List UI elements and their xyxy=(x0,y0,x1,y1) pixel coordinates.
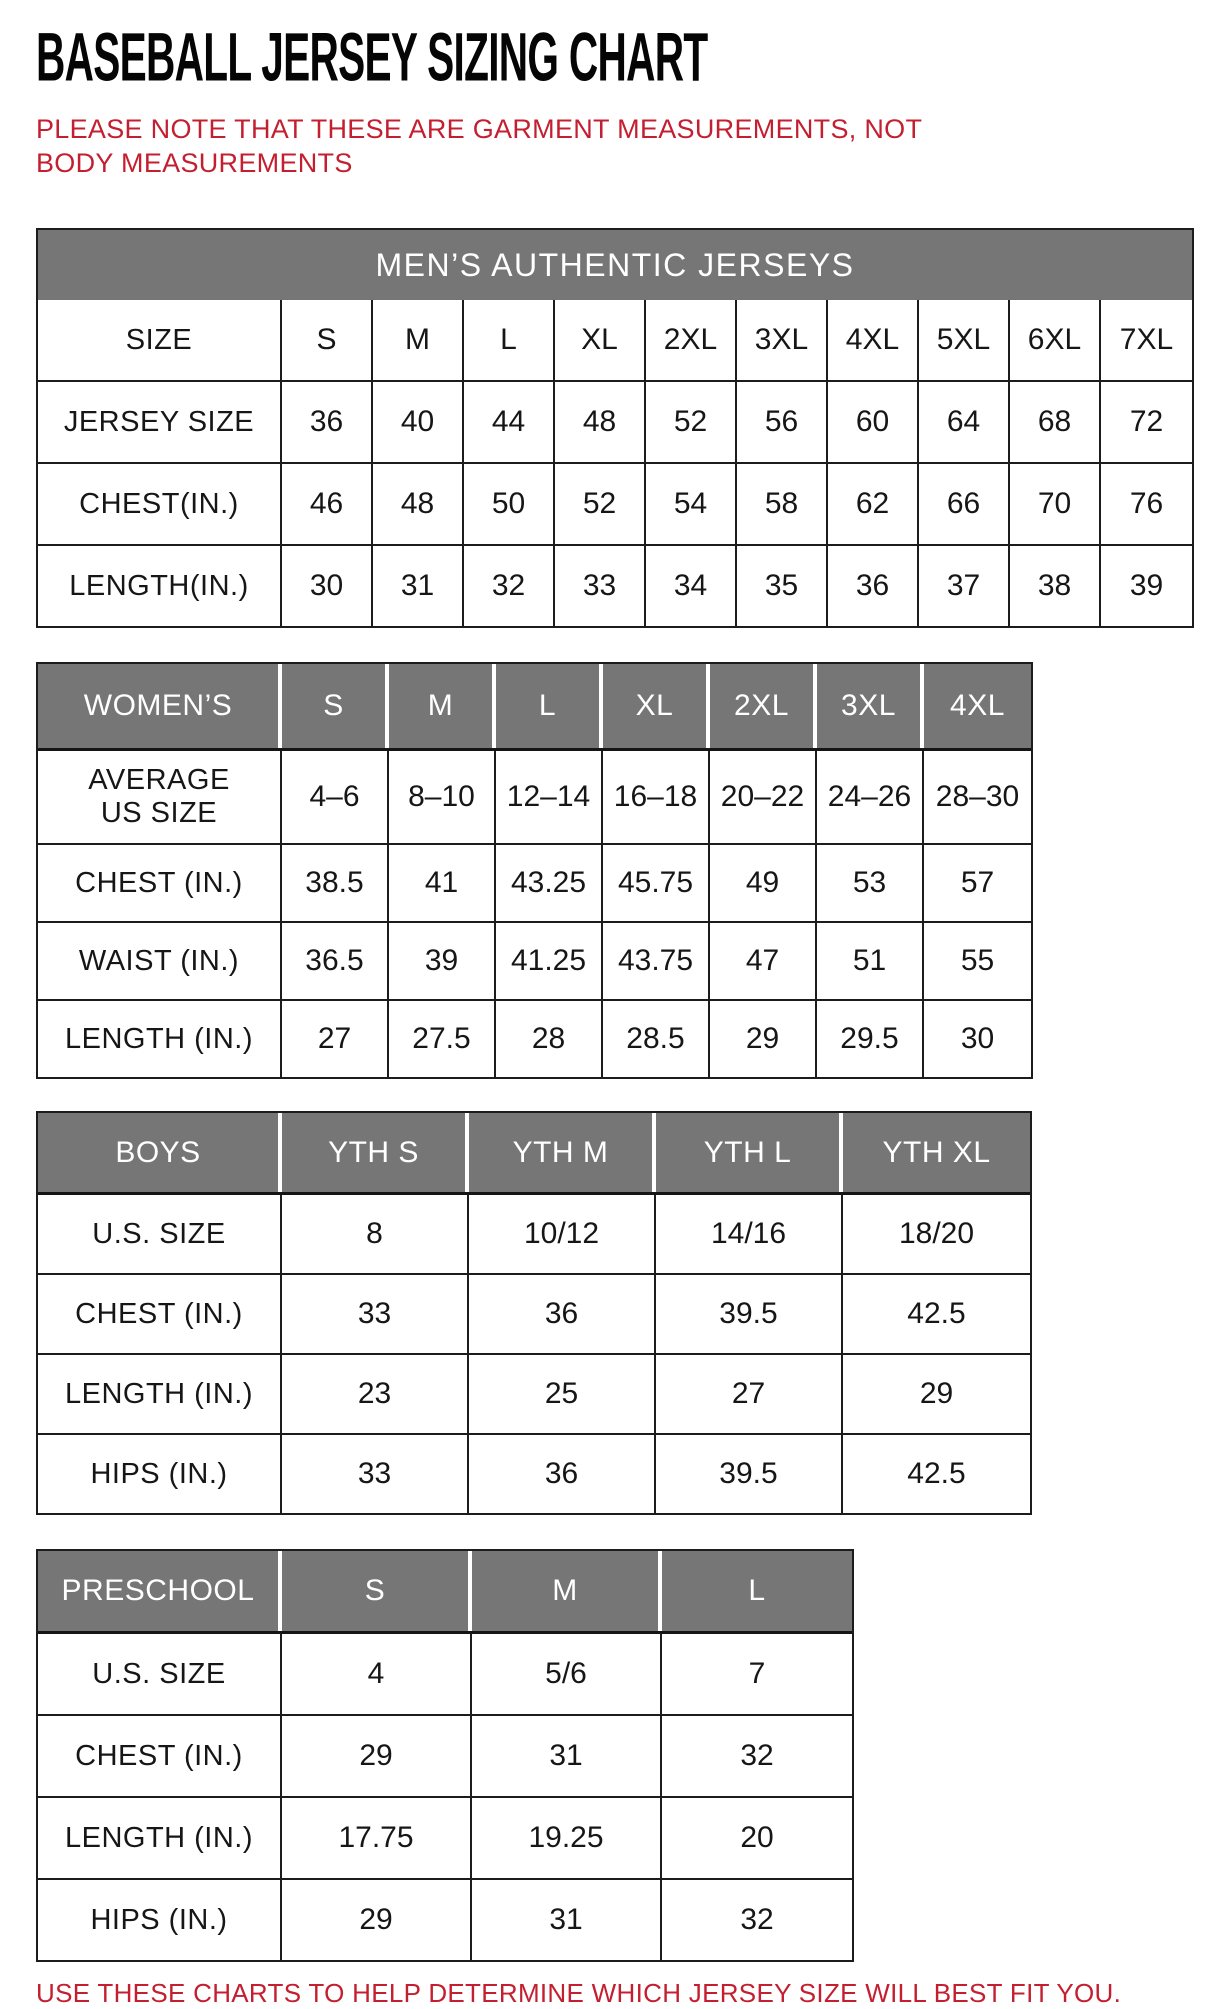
cell-text: 49 xyxy=(745,866,780,899)
value-cell xyxy=(472,1716,662,1796)
value-cell xyxy=(389,1001,496,1077)
cell-text: 41.25 xyxy=(510,944,587,977)
value-cell xyxy=(472,1634,662,1714)
value-cell xyxy=(817,1001,924,1077)
table-row xyxy=(38,1353,1030,1433)
value-cell xyxy=(389,845,496,921)
cell-text: 7XL xyxy=(1119,323,1174,356)
cell-text: 30 xyxy=(960,1022,995,1055)
value-cell xyxy=(656,1435,843,1513)
table-row xyxy=(38,462,1192,544)
value-cell xyxy=(389,923,496,999)
banner-text: MEN’S AUTHENTIC JERSEYS xyxy=(375,246,855,283)
cell-text: 4 xyxy=(367,1657,385,1690)
cell-text: U.S. SIZE xyxy=(92,1217,226,1250)
cell-text: 47 xyxy=(745,944,780,977)
cell-text: 29 xyxy=(919,1377,954,1410)
row-label-cell xyxy=(38,382,282,462)
cell-text: 54 xyxy=(673,487,708,520)
value-cell xyxy=(603,923,710,999)
cell-text: 51 xyxy=(852,944,887,977)
value-cell xyxy=(282,1435,469,1513)
cell-text: 36 xyxy=(309,405,344,438)
table-row xyxy=(38,1273,1030,1353)
cell-text: 37 xyxy=(946,569,981,602)
value-cell xyxy=(1101,546,1192,626)
cell-text: 33 xyxy=(357,1457,392,1490)
value-cell xyxy=(1010,382,1101,462)
header-cell xyxy=(282,664,389,748)
header-cell xyxy=(662,1551,852,1631)
header-cell xyxy=(924,664,1031,748)
cell-text: 20 xyxy=(740,1821,774,1854)
cell-text: 20–22 xyxy=(720,780,805,813)
page-title: BASEBALL JERSEY SIZING CHART xyxy=(36,19,708,96)
cell-text: LENGTH (IN.) xyxy=(64,1377,254,1410)
cell-text: 30 xyxy=(309,569,344,602)
row-label-cell xyxy=(38,464,282,544)
value-cell xyxy=(282,1275,469,1353)
value-cell xyxy=(603,751,710,843)
value-cell xyxy=(496,1001,603,1077)
value-cell xyxy=(282,1001,389,1077)
cell-text: 12–14 xyxy=(506,780,591,813)
header-label-cell xyxy=(38,664,282,748)
value-cell xyxy=(496,845,603,921)
cell-text: 4–6 xyxy=(309,780,360,813)
table-row xyxy=(38,300,1192,380)
value-cell xyxy=(1101,464,1192,544)
value-cell xyxy=(282,751,389,843)
value-cell xyxy=(373,546,464,626)
row-label-cell xyxy=(38,546,282,626)
value-cell xyxy=(646,464,737,544)
cell-text: 56 xyxy=(764,405,799,438)
cell-text: 39.5 xyxy=(719,1297,778,1330)
preschool-header-row xyxy=(38,1551,852,1634)
cell-text: XL xyxy=(581,323,618,356)
row-label-cell xyxy=(38,1435,282,1513)
cell-text: 36 xyxy=(544,1297,579,1330)
value-cell xyxy=(389,751,496,843)
cell-text: 58 xyxy=(764,487,799,520)
cell-text: 76 xyxy=(1129,487,1164,520)
cell-text: 43.75 xyxy=(617,944,694,977)
value-cell xyxy=(710,923,817,999)
value-cell xyxy=(662,1880,852,1960)
row-label-cell xyxy=(38,845,282,921)
header-label-cell xyxy=(38,1113,282,1192)
value-cell xyxy=(282,1880,472,1960)
row-label-cell xyxy=(38,300,282,380)
value-cell xyxy=(282,1195,469,1273)
value-cell xyxy=(469,1195,656,1273)
value-cell xyxy=(843,1195,1030,1273)
note-text: PLEASE NOTE THAT THESE ARE GARMENT MEASUREMENTS, NOT BODY MEASUREMENTS xyxy=(36,114,922,178)
value-cell xyxy=(282,845,389,921)
value-cell xyxy=(843,1435,1030,1513)
value-cell xyxy=(817,845,924,921)
cell-text: M xyxy=(427,689,454,722)
cell-text: 32 xyxy=(491,569,526,602)
cell-text: CHEST(IN.) xyxy=(79,487,239,520)
value-cell xyxy=(843,1275,1030,1353)
cell-text: 8–10 xyxy=(408,780,475,813)
value-cell xyxy=(373,382,464,462)
header-cell xyxy=(710,664,817,748)
cell-text: 44 xyxy=(491,405,526,438)
value-cell xyxy=(282,300,373,380)
value-cell xyxy=(924,845,1031,921)
table-row xyxy=(38,921,1031,999)
cell-text: 41 xyxy=(424,866,459,899)
header-label-cell xyxy=(38,1551,282,1631)
value-cell xyxy=(662,1634,852,1714)
table-row xyxy=(38,999,1031,1077)
header-cell xyxy=(843,1113,1030,1192)
value-cell xyxy=(828,546,919,626)
mens-table xyxy=(36,228,1194,628)
value-cell xyxy=(282,1355,469,1433)
value-cell xyxy=(282,1634,472,1714)
table-row xyxy=(38,1714,852,1796)
table-row xyxy=(38,1433,1030,1513)
header-cell xyxy=(496,664,603,748)
value-cell xyxy=(1010,300,1101,380)
cell-text: 16–18 xyxy=(613,780,698,813)
cell-text: 64 xyxy=(946,405,981,438)
value-cell xyxy=(737,464,828,544)
womens-header-row xyxy=(38,664,1031,751)
value-cell xyxy=(373,464,464,544)
cell-text: 48 xyxy=(400,487,435,520)
cell-text: LENGTH (IN.) xyxy=(64,1821,254,1854)
value-cell xyxy=(464,464,555,544)
value-cell xyxy=(603,1001,710,1077)
row-label-cell xyxy=(38,1634,282,1714)
header-cell xyxy=(472,1551,662,1631)
footer-text: USE THESE CHARTS TO HELP DETERMINE WHICH JERSEY SIZE WILL BEST FIT YOU. xyxy=(36,1978,1122,2008)
value-cell xyxy=(828,300,919,380)
cell-text: 48 xyxy=(582,405,617,438)
table-row xyxy=(38,1796,852,1878)
cell-text: LENGTH (IN.) xyxy=(64,1022,254,1055)
cell-text: 4XL xyxy=(845,323,900,356)
value-cell xyxy=(646,300,737,380)
cell-text: 32 xyxy=(740,1739,774,1772)
cell-text: PRESCHOOL xyxy=(61,1574,255,1607)
cell-text: 52 xyxy=(673,405,708,438)
cell-text: YTH L xyxy=(703,1135,792,1169)
cell-text: 31 xyxy=(549,1903,583,1936)
header-cell xyxy=(603,664,710,748)
title-row xyxy=(36,19,1220,96)
table-row xyxy=(38,843,1031,921)
cell-text: 17.75 xyxy=(338,1821,414,1854)
value-cell xyxy=(646,382,737,462)
value-cell xyxy=(555,300,646,380)
cell-text: WAIST (IN.) xyxy=(78,944,240,977)
value-cell xyxy=(282,464,373,544)
cell-text: 23 xyxy=(357,1377,392,1410)
cell-text: CHEST (IN.) xyxy=(75,1739,243,1772)
cell-text: 18/20 xyxy=(898,1217,975,1250)
value-cell xyxy=(555,382,646,462)
value-cell xyxy=(828,464,919,544)
value-cell xyxy=(1010,546,1101,626)
cell-text: 31 xyxy=(549,1739,583,1772)
cell-text: 28–30 xyxy=(935,780,1020,813)
value-cell xyxy=(737,300,828,380)
value-cell xyxy=(496,923,603,999)
value-cell xyxy=(472,1880,662,1960)
value-cell xyxy=(282,923,389,999)
header-cell xyxy=(469,1113,656,1192)
cell-text: 66 xyxy=(946,487,981,520)
cell-text: 29 xyxy=(359,1739,393,1772)
value-cell xyxy=(710,751,817,843)
value-cell xyxy=(662,1798,852,1878)
value-cell xyxy=(555,546,646,626)
value-cell xyxy=(924,751,1031,843)
cell-text: 42.5 xyxy=(907,1457,966,1490)
header-cell xyxy=(282,1113,469,1192)
cell-text: 43.25 xyxy=(510,866,587,899)
cell-text: 39 xyxy=(424,944,459,977)
cell-text: HIPS (IN.) xyxy=(90,1457,228,1490)
value-cell xyxy=(555,464,646,544)
table-row xyxy=(38,1878,852,1960)
boys-table xyxy=(36,1111,1032,1515)
cell-text: 29.5 xyxy=(840,1022,899,1055)
cell-text: 29 xyxy=(745,1022,780,1055)
table-row xyxy=(38,380,1192,462)
cell-text: 32 xyxy=(740,1903,774,1936)
cell-text: L xyxy=(538,689,557,722)
value-cell xyxy=(464,382,555,462)
value-cell xyxy=(373,300,464,380)
cell-text: YTH M xyxy=(512,1135,609,1169)
cell-text: 6XL xyxy=(1027,323,1082,356)
value-cell xyxy=(603,845,710,921)
cell-text: 53 xyxy=(852,866,887,899)
value-cell xyxy=(924,1001,1031,1077)
value-cell xyxy=(919,382,1010,462)
cell-text: 39.5 xyxy=(719,1457,778,1490)
cell-text: 39 xyxy=(1129,569,1164,602)
value-cell xyxy=(662,1716,852,1796)
cell-text: 72 xyxy=(1129,405,1164,438)
cell-text: 35 xyxy=(764,569,799,602)
value-cell xyxy=(646,546,737,626)
cell-text: 31 xyxy=(400,569,435,602)
value-cell xyxy=(469,1275,656,1353)
cell-text: M xyxy=(552,1574,578,1607)
cell-text: 14/16 xyxy=(710,1217,787,1250)
boys-header-row xyxy=(38,1113,1030,1195)
value-cell xyxy=(496,751,603,843)
value-cell xyxy=(656,1195,843,1273)
cell-text: 27 xyxy=(317,1022,352,1055)
cell-text: L xyxy=(500,323,517,356)
value-cell xyxy=(464,300,555,380)
value-cell xyxy=(817,751,924,843)
row-label-cell xyxy=(38,923,282,999)
cell-text: XL xyxy=(635,689,674,722)
row-label-cell xyxy=(38,1195,282,1273)
cell-text: YTH XL xyxy=(882,1135,991,1169)
cell-text: S xyxy=(364,1574,386,1607)
cell-text: 55 xyxy=(960,944,995,977)
cell-text: 33 xyxy=(357,1297,392,1330)
cell-text: M xyxy=(405,323,430,356)
cell-text: 42.5 xyxy=(907,1297,966,1330)
cell-text: 60 xyxy=(855,405,890,438)
womens-table xyxy=(36,662,1033,1079)
value-cell xyxy=(282,382,373,462)
value-cell xyxy=(919,300,1010,380)
cell-text: U.S. SIZE xyxy=(92,1657,226,1690)
row-label-cell xyxy=(38,1275,282,1353)
cell-text: 36 xyxy=(544,1457,579,1490)
value-cell xyxy=(1101,382,1192,462)
cell-text: 25 xyxy=(544,1377,579,1410)
cell-text: S xyxy=(316,323,337,356)
mens-banner xyxy=(38,230,1192,300)
cell-text: 4XL xyxy=(950,689,1005,722)
cell-text: 34 xyxy=(673,569,708,602)
row-label-cell xyxy=(38,1355,282,1433)
cell-text: 27.5 xyxy=(412,1022,471,1055)
row-label-cell xyxy=(38,1798,282,1878)
value-cell xyxy=(656,1275,843,1353)
value-cell xyxy=(469,1355,656,1433)
cell-text: 2XL xyxy=(734,689,789,722)
value-cell xyxy=(1010,464,1101,544)
value-cell xyxy=(472,1798,662,1878)
value-cell xyxy=(464,546,555,626)
value-cell xyxy=(656,1355,843,1433)
cell-text: 28.5 xyxy=(626,1022,685,1055)
cell-text: 24–26 xyxy=(827,780,912,813)
value-cell xyxy=(710,845,817,921)
value-cell xyxy=(924,923,1031,999)
row-label-cell xyxy=(38,1001,282,1077)
cell-text: 36 xyxy=(855,569,890,602)
cell-text: L xyxy=(748,1574,766,1607)
table-row xyxy=(38,1634,852,1714)
value-cell xyxy=(828,382,919,462)
cell-text: 38 xyxy=(1037,569,1072,602)
preschool-table xyxy=(36,1549,854,1962)
cell-text: YTH S xyxy=(328,1135,419,1169)
cell-text: 70 xyxy=(1037,487,1072,520)
cell-text: 19.25 xyxy=(528,1821,604,1854)
cell-text: 10/12 xyxy=(523,1217,600,1250)
cell-text: 3XL xyxy=(841,689,896,722)
cell-text: 52 xyxy=(582,487,617,520)
cell-text: 2XL xyxy=(663,323,718,356)
row-label-cell xyxy=(38,1716,282,1796)
cell-text: HIPS (IN.) xyxy=(90,1903,228,1936)
cell-text: BOYS xyxy=(115,1135,201,1169)
table-row xyxy=(38,751,1031,843)
cell-text: 57 xyxy=(960,866,995,899)
cell-text: 27 xyxy=(731,1377,766,1410)
cell-text: CHEST (IN.) xyxy=(75,866,243,899)
value-cell xyxy=(737,546,828,626)
row-label-cell xyxy=(38,751,282,843)
cell-text: AVERAGE US SIZE xyxy=(88,763,230,829)
cell-text: 50 xyxy=(491,487,526,520)
value-cell xyxy=(710,1001,817,1077)
value-cell xyxy=(817,923,924,999)
table-row xyxy=(38,544,1192,626)
cell-text: 33 xyxy=(582,569,617,602)
cell-text: 38.5 xyxy=(305,866,364,899)
cell-text: 40 xyxy=(400,405,435,438)
header-cell xyxy=(282,1551,472,1631)
cell-text: 29 xyxy=(359,1903,393,1936)
value-cell xyxy=(843,1355,1030,1433)
cell-text: 45.75 xyxy=(617,866,694,899)
cell-text: 62 xyxy=(855,487,890,520)
value-cell xyxy=(737,382,828,462)
row-label-cell xyxy=(38,1880,282,1960)
header-cell xyxy=(389,664,496,748)
cell-text: JERSEY SIZE xyxy=(63,405,255,438)
cell-text: 7 xyxy=(748,1657,766,1690)
header-cell xyxy=(656,1113,843,1192)
value-cell xyxy=(469,1435,656,1513)
value-cell xyxy=(282,546,373,626)
value-cell xyxy=(282,1798,472,1878)
cell-text: 28 xyxy=(531,1022,566,1055)
value-cell xyxy=(282,1716,472,1796)
value-cell xyxy=(919,546,1010,626)
value-cell xyxy=(919,464,1010,544)
cell-text: 5XL xyxy=(936,323,991,356)
cell-text: WOMEN’S xyxy=(83,689,233,722)
value-cell xyxy=(1101,300,1192,380)
cell-text: LENGTH(IN.) xyxy=(69,569,249,602)
cell-text: CHEST (IN.) xyxy=(75,1297,243,1330)
table-row xyxy=(38,1195,1030,1273)
cell-text: 8 xyxy=(366,1217,383,1250)
cell-text: 46 xyxy=(309,487,344,520)
cell-text: 5/6 xyxy=(545,1657,587,1690)
cell-text: SIZE xyxy=(125,323,193,356)
cell-text: 68 xyxy=(1037,405,1072,438)
cell-text: 36.5 xyxy=(305,944,364,977)
header-cell xyxy=(817,664,924,748)
cell-text: 3XL xyxy=(754,323,809,356)
cell-text: S xyxy=(323,689,344,722)
